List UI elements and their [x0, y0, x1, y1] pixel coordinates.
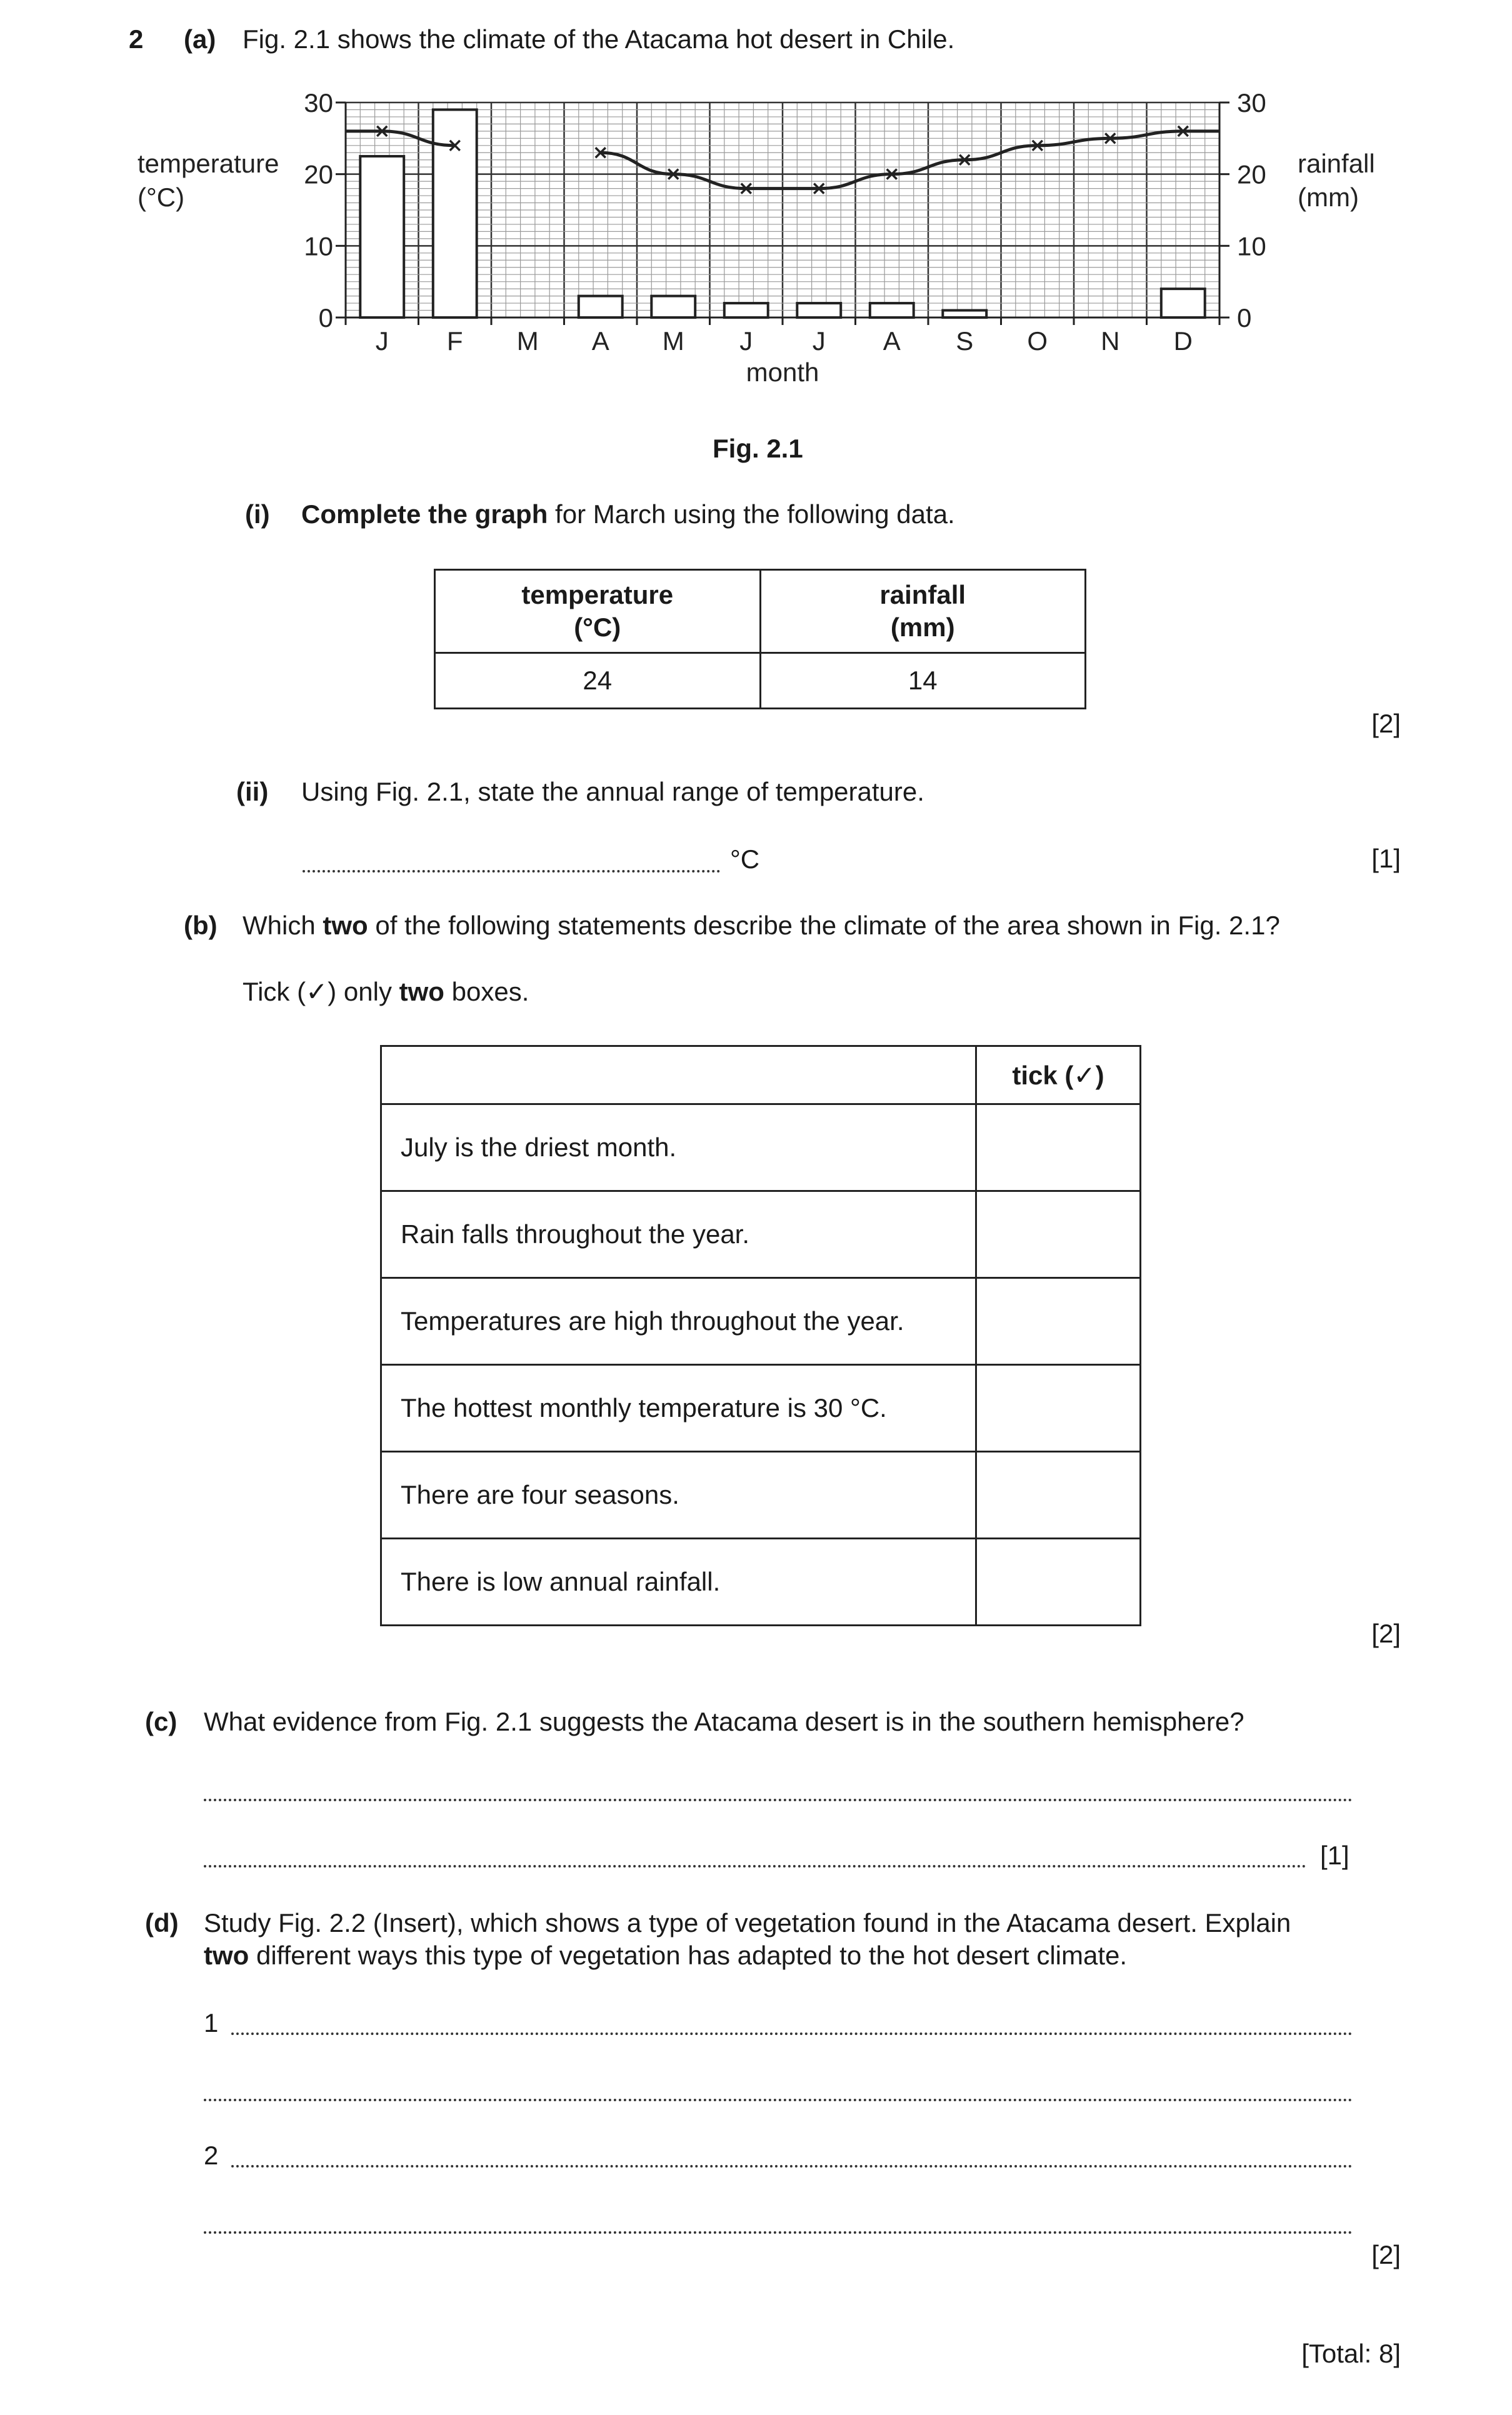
month-tick-label: O	[1027, 326, 1048, 356]
part-c-label: (c)	[145, 1707, 178, 1736]
rainfall-bar	[579, 296, 623, 318]
instruction-bold: two	[399, 977, 444, 1006]
total-marks: [Total: 8]	[1301, 2339, 1401, 2368]
part-b-marks: [2]	[1371, 1619, 1401, 1648]
part-i-marks: [2]	[1371, 709, 1401, 738]
rainfall-bar	[870, 303, 914, 318]
part-b-text	[243, 910, 1280, 941]
tick-box[interactable]	[976, 1539, 1141, 1626]
statement-text: Temperatures are high throughout the year.	[381, 1278, 976, 1365]
instruction-text-2: boxes.	[444, 977, 529, 1006]
part-d-text-2	[204, 1940, 1127, 1971]
statements-table	[380, 1045, 1141, 1626]
statement-header-blank	[381, 1046, 976, 1104]
month-tick-label: N	[1101, 326, 1120, 356]
right-tick-label: 10	[1237, 231, 1266, 261]
part-b-text-1: Which	[243, 911, 323, 940]
x-axis-label: month	[746, 358, 819, 387]
month-tick-label: M	[662, 326, 684, 356]
part-i-rest: for March using the following data.	[548, 499, 955, 529]
rainfall-bar	[433, 109, 477, 318]
part-i-label: (i)	[245, 499, 270, 529]
part-a-label: (a)	[184, 24, 216, 54]
answer-line-c2[interactable]	[204, 1865, 1306, 1868]
rainfall-bar	[724, 303, 768, 318]
instruction-text-1: Tick (✓) only	[243, 977, 399, 1006]
chart-labels	[138, 88, 1375, 387]
left-tick-label: 30	[304, 88, 333, 118]
answer-line-d1b[interactable]	[204, 2099, 1353, 2101]
month-tick-label: A	[591, 326, 609, 356]
part-b-instruction	[243, 976, 529, 1008]
rainfall-bar	[651, 296, 695, 318]
part-b-bold: two	[323, 911, 368, 940]
question-number: 2	[129, 24, 144, 54]
tick-box[interactable]	[976, 1365, 1141, 1452]
right-tick-label: 0	[1237, 303, 1252, 332]
answer-line-range[interactable]	[303, 870, 720, 872]
answer-line-d2a[interactable]	[231, 2165, 1353, 2168]
part-c-marks: [1]	[1320, 1841, 1349, 1870]
month-tick-label: J	[739, 326, 753, 356]
part-i-bold: Complete the graph	[301, 499, 548, 529]
part-d-rest: different ways this type of vegetation has adapted to the hot desert climate.	[249, 1941, 1128, 1970]
table-value-temperature: 24	[435, 653, 761, 709]
month-tick-label: M	[516, 326, 539, 356]
rainfall-bar	[360, 156, 404, 318]
right-tick-label: 20	[1237, 159, 1266, 189]
part-d-label: (d)	[145, 1908, 179, 1938]
tick-box[interactable]	[976, 1191, 1141, 1278]
statement-text: Rain falls throughout the year.	[381, 1191, 976, 1278]
part-d-text-1: Study Fig. 2.2 (Insert), which shows a type of vegetation found in the Atacama desert. Explain	[204, 1908, 1291, 1938]
answer-line-d1a[interactable]	[231, 2032, 1353, 2035]
month-tick-label: J	[375, 326, 389, 356]
climate-chart	[0, 0, 1512, 412]
right-axis-label: (mm)	[1298, 182, 1359, 212]
part-i-text	[301, 499, 955, 530]
statement-text: July is the driest month.	[381, 1104, 976, 1191]
tick-column-header: tick (✓)	[976, 1046, 1141, 1104]
table-header-temperature: temperature (°C)	[435, 570, 761, 653]
answer-line-d2b[interactable]	[204, 2231, 1353, 2234]
right-axis-label: rainfall	[1298, 149, 1375, 178]
tick-box[interactable]	[976, 1452, 1141, 1539]
table-value-rainfall: 14	[760, 653, 1086, 709]
march-data-table	[434, 569, 1086, 709]
rainfall-bar	[797, 303, 841, 318]
answer-number-1: 1	[204, 2008, 219, 2038]
month-tick-label: J	[812, 326, 826, 356]
part-a-text: Fig. 2.1 shows the climate of the Atacama hot desert in Chile.	[243, 24, 955, 54]
month-tick-label: A	[883, 326, 901, 356]
left-axis-label: temperature	[138, 149, 279, 178]
table-header-rainfall: rainfall (mm)	[760, 570, 1086, 653]
part-ii-marks: [1]	[1371, 844, 1401, 873]
right-tick-label: 30	[1237, 88, 1266, 118]
statement-text: There is low annual rainfall.	[381, 1539, 976, 1626]
tick-box[interactable]	[976, 1104, 1141, 1191]
month-tick-label: S	[956, 326, 974, 356]
unit-celsius: °C	[730, 844, 760, 874]
month-tick-label: D	[1173, 326, 1193, 356]
answer-line-c1[interactable]	[204, 1799, 1353, 1801]
statement-text: There are four seasons.	[381, 1452, 976, 1539]
left-tick-label: 20	[304, 159, 333, 189]
rainfall-bar	[1161, 289, 1205, 318]
answer-number-2: 2	[204, 2141, 219, 2170]
part-ii-label: (ii)	[236, 777, 269, 806]
part-c-text: What evidence from Fig. 2.1 suggests the Atacama desert is in the southern hemisphere?	[204, 1707, 1244, 1736]
statement-text: The hottest monthly temperature is 30 °C.	[381, 1365, 976, 1452]
part-d-marks: [2]	[1371, 2240, 1401, 2269]
left-tick-label: 10	[304, 231, 333, 261]
part-b-label: (b)	[184, 911, 218, 940]
left-axis-label: (°C)	[138, 182, 185, 212]
rainfall-bar	[943, 311, 986, 318]
left-tick-label: 0	[318, 303, 333, 332]
part-d-bold: two	[204, 1941, 249, 1970]
part-b-text-2: of the following statements describe the climate of the area shown in Fig. 2.1?	[368, 911, 1280, 940]
figure-caption: Fig. 2.1	[713, 434, 803, 463]
part-ii-text: Using Fig. 2.1, state the annual range of temperature.	[301, 777, 924, 806]
tick-box[interactable]	[976, 1278, 1141, 1365]
month-tick-label: F	[446, 326, 463, 356]
